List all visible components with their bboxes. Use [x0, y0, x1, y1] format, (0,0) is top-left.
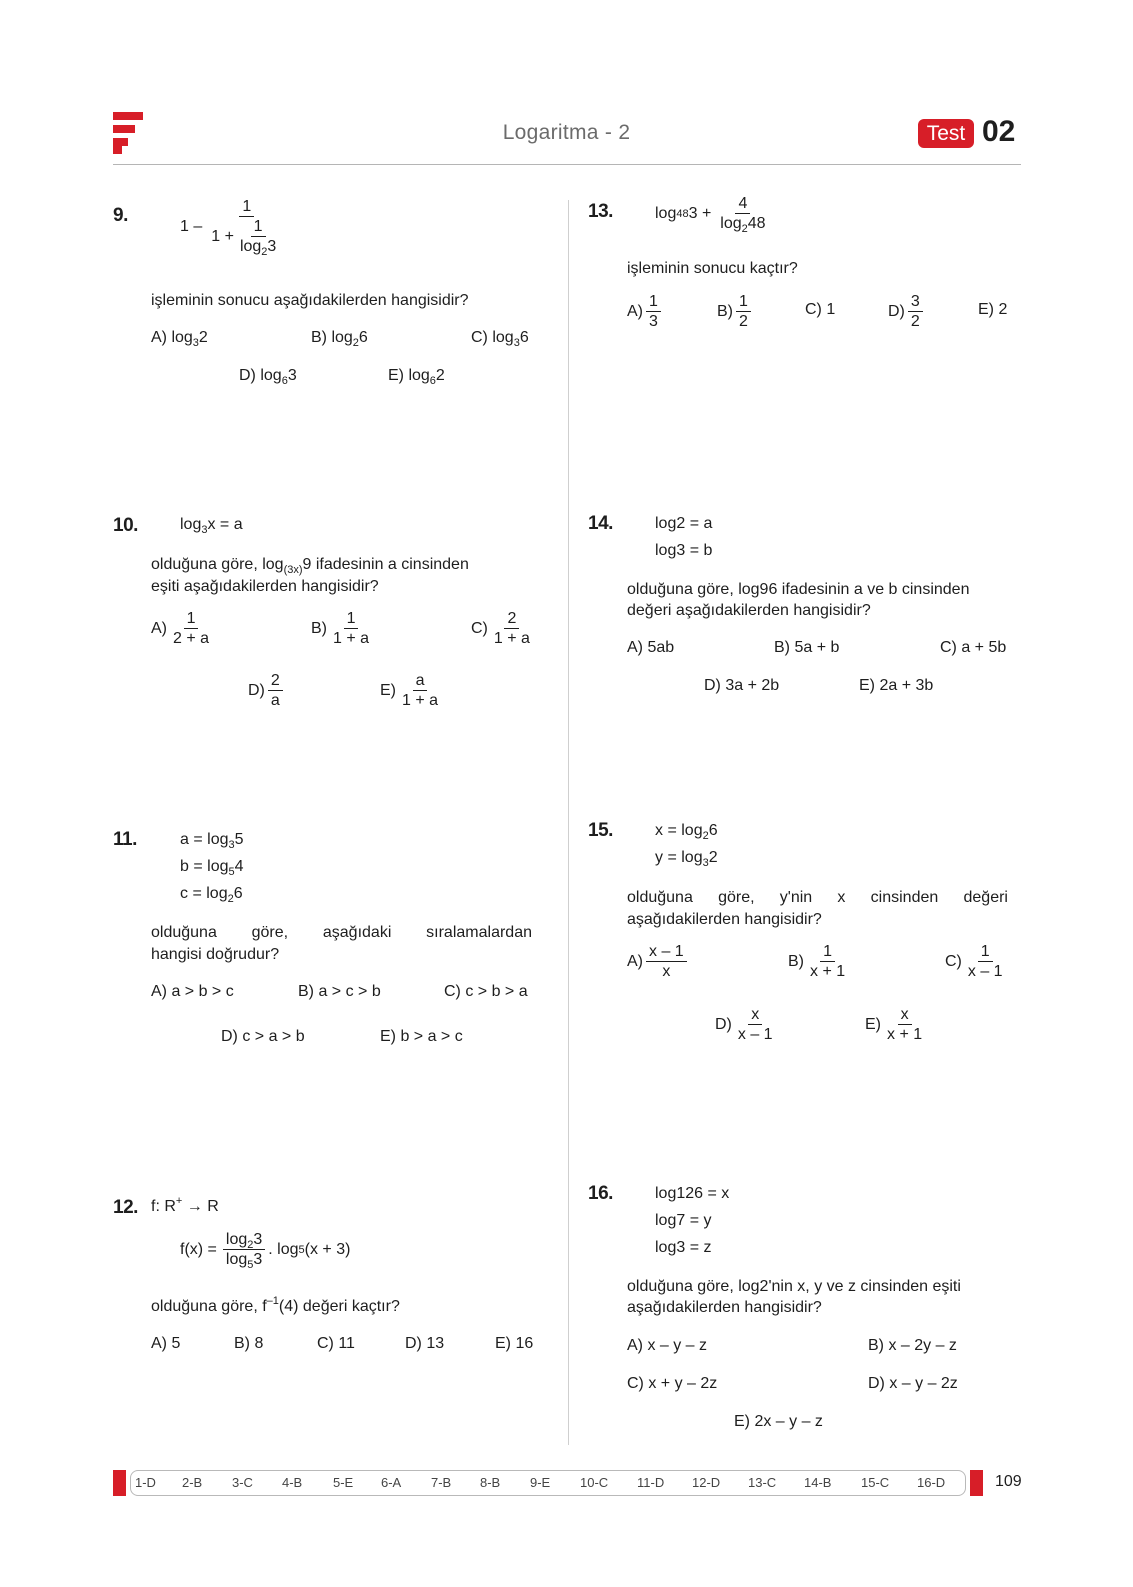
- question-number-12: 12.: [113, 1197, 138, 1218]
- q9-option-b[interactable]: B) $\log_26$: [311, 329, 368, 349]
- q11-line-b: $b = \log_54$: [180, 858, 244, 878]
- q14-question-line1: olduğuna göre, log96 ifadesinin a ve b cinsinden: [627, 581, 970, 598]
- header-divider: [113, 164, 1021, 165]
- q15-question-line1: olduğuna göre, y'nin x cinsinden değeri: [627, 889, 1008, 906]
- q10-option-e[interactable]: E) $\frac{a}{1 + a}$: [380, 672, 439, 709]
- q13-expression: log 48 3 + $\frac{4}{\log_248}$: [655, 195, 766, 235]
- q9-question: işleminin sonucu aşağıdakilerden hangisidir?: [151, 292, 469, 309]
- test-number: 02: [982, 115, 1016, 148]
- answer-key-item: 2-B: [182, 1475, 203, 1490]
- q10-given: $\log_3x = a$: [180, 516, 243, 536]
- q10-option-c[interactable]: C) $\frac{2}{1 + a}$: [471, 610, 530, 647]
- question-number-10: 10.: [113, 515, 138, 536]
- q12-option-a[interactable]: A) 5: [151, 1335, 181, 1352]
- q13-option-a[interactable]: A) $\frac{1}{3}$: [627, 292, 664, 331]
- q11-line-a: $a = \log_35$: [180, 831, 244, 851]
- q13-option-c[interactable]: C) 1: [805, 301, 836, 318]
- q15-option-c[interactable]: C) $\frac{1}{x - 1}$: [945, 943, 1003, 980]
- q16-option-a[interactable]: A) x – y – z: [627, 1337, 708, 1354]
- q16-line-3: log3 = z: [655, 1239, 712, 1256]
- answer-key-item: 8-B: [480, 1475, 501, 1490]
- column-divider: [568, 200, 569, 1445]
- q13-question: işleminin sonucu kaçtır?: [627, 260, 798, 277]
- q11-option-a[interactable]: A) a > b > c: [151, 983, 234, 1000]
- q14-option-e[interactable]: E) 2a + 3b: [859, 677, 934, 694]
- answer-key-item: 12-D: [692, 1475, 721, 1490]
- question-number-13: 13.: [588, 201, 613, 222]
- q14-option-d[interactable]: D) 3a + 2b: [704, 677, 780, 694]
- q14-line-1: log2 = a: [655, 515, 713, 532]
- q16-option-b[interactable]: B) x – 2y – z: [868, 1337, 957, 1354]
- q10-option-a[interactable]: A) $\frac{1}{2 + a}$: [151, 610, 210, 647]
- q12-function: f: R+ → R: [151, 1195, 219, 1215]
- q12-option-b[interactable]: B) 8: [234, 1335, 264, 1352]
- answer-key-item: 13-C: [748, 1475, 777, 1490]
- q15-line-x: $x = \log_26$: [655, 822, 718, 842]
- answer-key-item: 11-D: [637, 1475, 665, 1490]
- q11-question-line1: olduğuna göre, aşağıdaki sıralamalardan: [151, 924, 532, 941]
- q14-question-line2: değeri aşağıdakilerden hangisidir?: [627, 602, 871, 619]
- q14-option-a[interactable]: A) 5ab: [627, 639, 675, 656]
- q14-option-c[interactable]: C) a + 5b: [940, 639, 1007, 656]
- q16-question-line1: olduğuna göre, log2'nin x, y ve z cinsinden eşiti: [627, 1278, 961, 1295]
- answer-key-item: 1-D: [135, 1475, 156, 1490]
- q11-question-line2: hangisi doğrudur?: [151, 946, 280, 963]
- q9-option-e[interactable]: E) $\log_62$: [388, 367, 445, 387]
- answer-key-item: 16-D: [917, 1475, 946, 1490]
- footer-accent-right: [970, 1470, 983, 1496]
- q9-option-d[interactable]: D) $\log_63$: [239, 367, 297, 387]
- q16-option-c[interactable]: C) x + y – 2z: [627, 1375, 718, 1392]
- q15-option-b[interactable]: B) $\frac{1}{x + 1}$: [788, 943, 846, 980]
- q13-option-d[interactable]: D) $\frac{3}{2}$: [888, 292, 926, 331]
- q12-option-d[interactable]: D) 13: [405, 1335, 445, 1352]
- q11-option-d[interactable]: D) c > a > b: [221, 1028, 305, 1045]
- q13-option-e[interactable]: E) 2: [978, 301, 1008, 318]
- q16-line-2: log7 = y: [655, 1212, 712, 1229]
- q9-option-a[interactable]: A) $\log_32$: [151, 329, 208, 349]
- q16-option-d[interactable]: D) x – y – 2z: [868, 1375, 958, 1392]
- q11-option-e[interactable]: E) b > a > c: [380, 1028, 463, 1045]
- q10-option-b[interactable]: B) $\frac{1}{1 + a}$: [311, 610, 370, 647]
- q15-option-d[interactable]: D) $\frac{x}{x - 1}$: [715, 1006, 773, 1043]
- q15-option-e[interactable]: E) $\frac{x}{x + 1}$: [865, 1006, 923, 1043]
- answer-key-item: 3-C: [232, 1475, 253, 1490]
- q14-option-b[interactable]: B) 5a + b: [774, 639, 840, 656]
- q11-option-b[interactable]: B) a > c > b: [298, 983, 381, 1000]
- q15-question-line2: aşağıdakilerden hangisidir?: [627, 911, 822, 928]
- page-number: 109: [995, 1473, 1022, 1490]
- q12-option-e[interactable]: E) 16: [495, 1335, 534, 1352]
- answer-key-item: 6-A: [381, 1475, 402, 1490]
- answer-key-item: 15-C: [861, 1475, 890, 1490]
- question-number-16: 16.: [588, 1183, 613, 1204]
- page-title: Logaritma - 2: [502, 121, 631, 144]
- answer-key-item: 7-B: [431, 1475, 452, 1490]
- q14-line-2: log3 = b: [655, 542, 713, 559]
- q12-question: olduğuna göre, $f^{-1}(4)$ değeri kaçtır?: [151, 1295, 400, 1315]
- footer-accent-left: [113, 1470, 126, 1496]
- q15-line-y: $y = \log_32$: [655, 849, 718, 869]
- answer-key-item: 5-E: [333, 1475, 354, 1490]
- q12-option-c[interactable]: C) 11: [317, 1335, 355, 1352]
- answer-key-item: 9-E: [530, 1475, 551, 1490]
- q16-question-line2: aşağıdakilerden hangisidir?: [627, 1299, 822, 1316]
- question-number-9: 9.: [113, 205, 128, 226]
- question-number-14: 14.: [588, 513, 613, 534]
- q10-question-line1: olduğuna göre, $\log_{(3x)}9$ ifadesinin a cinsinden: [151, 556, 469, 576]
- q16-line-1: log126 = x: [655, 1185, 730, 1202]
- q11-option-c[interactable]: C) c > b > a: [444, 983, 528, 1000]
- q12-fx: f(x) = $\frac{\log_23}{\log_53}$ . log 5 (x + 3): [180, 1231, 351, 1271]
- answer-key-item: 10-C: [580, 1475, 609, 1490]
- answer-key-item: 14-B: [804, 1475, 832, 1490]
- q13-option-b[interactable]: B) $\frac{1}{2}$: [717, 292, 754, 331]
- question-number-15: 15.: [588, 820, 613, 841]
- q9-expression: 1 – 1 1 + $\frac{1}{\log_23}$: [180, 198, 277, 258]
- test-badge: Test: [918, 119, 974, 148]
- q15-option-a[interactable]: A) $\frac{x - 1}{x}$: [627, 942, 690, 981]
- answer-key-item: 4-B: [282, 1475, 303, 1490]
- q9-option-c[interactable]: C) $\log_36$: [471, 329, 529, 349]
- q10-question-line2: eşiti aşağıdakilerden hangisidir?: [151, 578, 379, 595]
- q16-option-e[interactable]: E) 2x – y – z: [734, 1413, 823, 1430]
- q10-option-d[interactable]: D) $\frac{2}{a}$: [248, 671, 286, 710]
- question-number-11: 11.: [113, 829, 137, 850]
- q11-line-c: $c = \log_26$: [180, 885, 243, 905]
